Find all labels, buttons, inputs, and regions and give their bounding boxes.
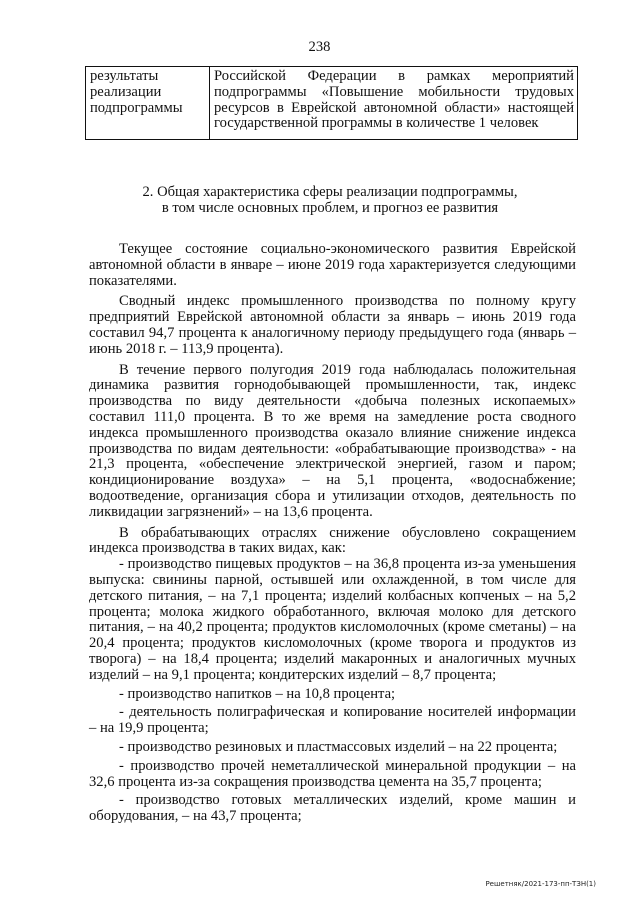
- section-heading-line-2: в том числе основных проблем, и прогноз ее развития: [161, 199, 499, 216]
- paragraph-state: Текущее состояние социально-экономического развития Еврейской автономной области в январе – июне 2019 года характеризуется следующими показателями.: [89, 241, 576, 289]
- table-value-cell: Российской Федерации в рамках мероприятий подпрограммы «Повышение мобильности трудовых ресурсов в Еврейской автономной области» настоящей государственной программы в количестве 1 человек: [210, 67, 578, 140]
- section-heading-line-1: 2. Общая характеристика сферы реализации подпрограммы,: [142, 184, 518, 200]
- list-item: - производство пищевых продуктов – на 36,8 процента из-за уменьшения выпуска: свинины парной, остывшей или охлажденной, в том числе для детского питания, – на 7,1 процента; изделий колбасных копченых – на 5,2 процента; молока жидкого обработанного, включая молоко для детского питания, – на 40,2 процента; продуктов кисломолочных (кроме сметаны) – на 20,4 процента; продуктов кисломолочных (кроме творога и продуктов из творога) – на 18,4 процента; изделий макаронных и аналогичных мучных изделий – на 9,1 процента; кондитерских изделий – 8,7 процента;: [89, 556, 576, 683]
- list-item: - производство готовых металлических изделий, кроме машин и оборудования, – на 43,7 процента;: [89, 792, 576, 825]
- table-label-cell: результаты реализации подпрограммы: [86, 67, 210, 140]
- table-row: [86, 67, 578, 140]
- summary-table: [85, 66, 578, 140]
- paragraph-manufacturing-intro: В обрабатывающих отраслях снижение обусловлено сокращением индекса производства в таких видах, как:: [89, 524, 576, 557]
- list-item: - производство напитков – на 10,8 процента;: [119, 685, 396, 702]
- list-item: - производство прочей неметаллической минеральной продукции – на 32,6 процента из-за сокращения производства цемента на 35,7 процента;: [89, 757, 576, 790]
- document-reference: Решетняк/2021-173-пп-ТЗН(1): [485, 880, 596, 888]
- page-number: 238: [308, 39, 331, 55]
- section-heading: [120, 185, 540, 217]
- list-item: - деятельность полиграфическая и копирование носителей информации – на 19,9 процента;: [89, 704, 576, 737]
- paragraph-first-half-dynamics: В течение первого полугодия 2019 года наблюдалась положительная динамика развития горнодобывающей промышленности, так, индекс производства по виду деятельности «добыча полезных ископаемых» составил 111,0 процента. В то же время на замедление роста сводного индекса промышленного производства оказало влияние снижение индекса производства по видам деятельности: «обрабатывающие производства» - на 21,3 процента, «обеспечение электрической энергией, газом и паром; кондиционирование воздуха» – на 5,1 процента, «водоснабжение; водоотведение, организация сбора и утилизации отходов, деятельность по ликвидации загрязнений» – на 13,6 процента.: [89, 361, 576, 520]
- list-item: - производство резиновых и пластмассовых изделий – на 22 процента;: [119, 738, 558, 755]
- body-text: [89, 242, 576, 828]
- paragraph-industrial-index: Сводный индекс промышленного производства по полному кругу предприятий Еврейской автономной области за январь – июнь 2019 года составил 94,7 процента к аналогичному периоду предыдущего года (январь – июнь 2018 г. – 113,9 процента).: [89, 293, 576, 357]
